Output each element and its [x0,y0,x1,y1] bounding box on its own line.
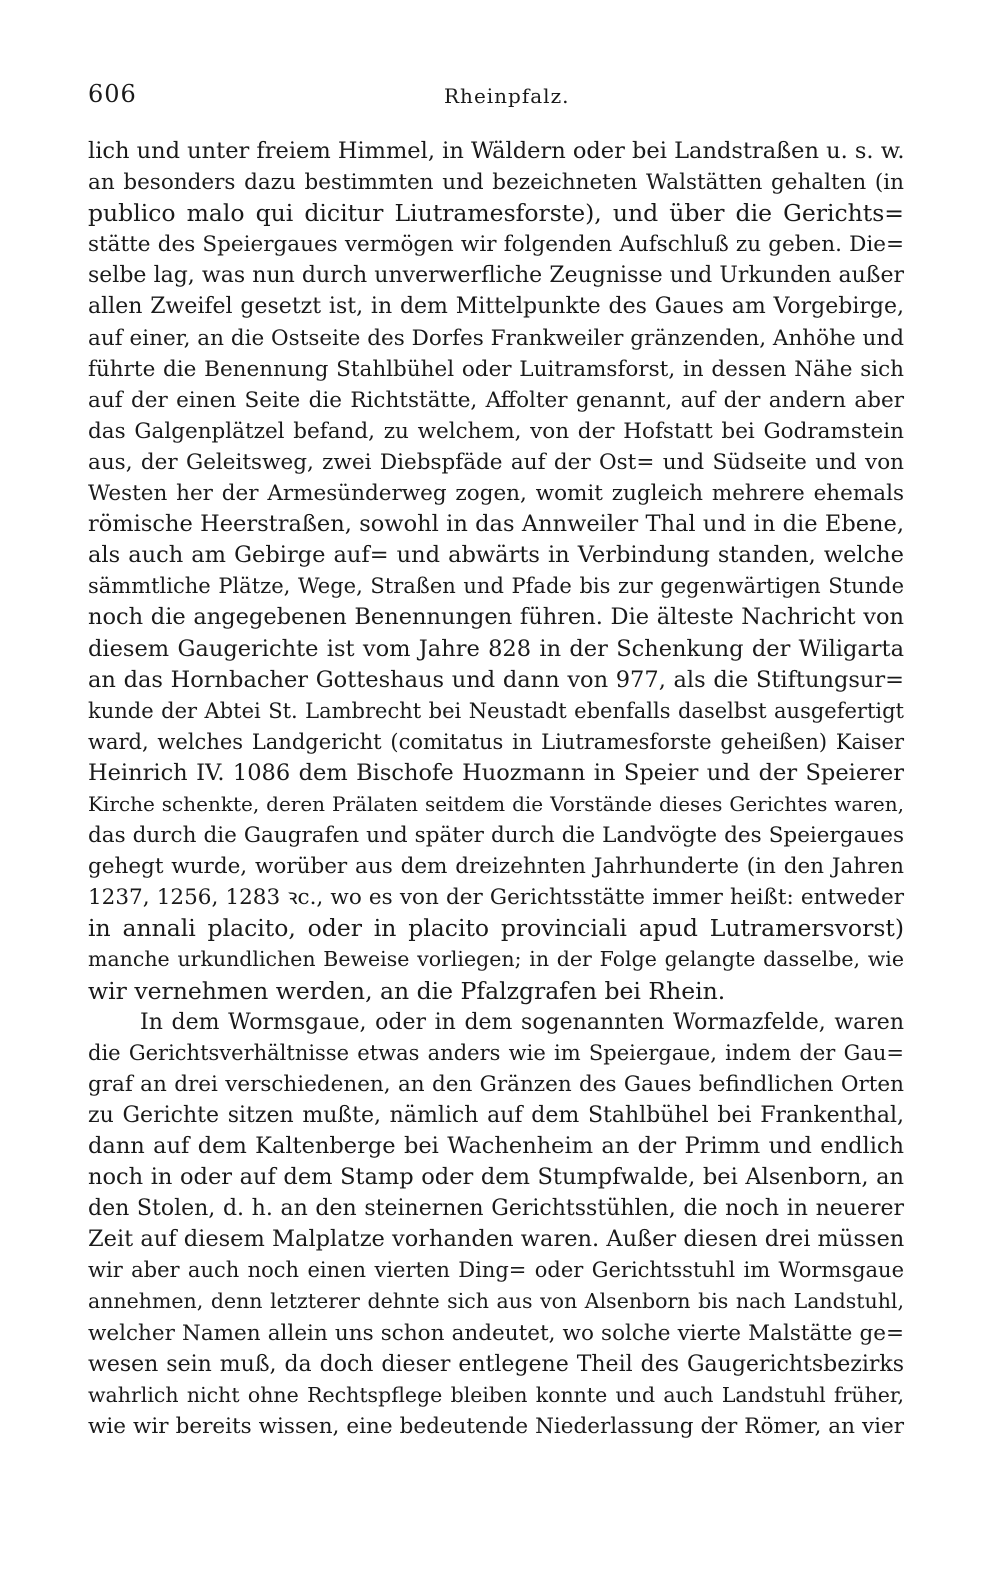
text-line: allen Zweifel gesetzt ist, in dem Mittelpunkte des Gaues am Vorgebirge, [88,294,904,320]
text-line: auf der einen Seite die Richtstätte, Affolter genannt, auf der andern aber [88,387,904,413]
text-line: sämmtliche Plätze, Wege, Straßen und Pfade bis zur gegenwärtigen Stunde [88,574,904,599]
text-line: lich und unter freiem Himmel, in Wäldern oder bei Landstraßen u. s. w. [88,138,905,164]
text-line: ward, welches Landgericht (comitatus in Liutramesforste geheißen) Kaiser [88,729,904,754]
text-line: publico malo qui dicitur Liutramesforste), und über die Gerichts= [88,199,904,228]
paragraph-2 [88,1007,904,1442]
text-line: wesen sein muß, da doch dieser entlegene Theil des Gaugerichtsbezirks [88,1351,904,1377]
text-line: das durch die Gaugrafen und später durch die Landvögte des Speiergaues [88,823,904,849]
text-line: welcher Namen allein uns schon andeutet, wo solche vierte Malstätte ge= [88,1320,904,1346]
text-line: wie wir bereits wissen, eine bedeutende Niederlassung der Römer, an vier [88,1413,904,1439]
text-line: annehmen, denn letzterer dehnte sich aus von Alsenborn bis nach Landstuhl, [88,1289,904,1314]
text-line: das Galgenplätzel befand, zu welchem, von der Hofstatt bei Godramstein [88,418,904,444]
text-line: diesem Gaugerichte ist vom Jahre 828 in der Schenkung der Wiligarta [88,635,904,662]
running-head: Rheinpfalz. [444,84,570,108]
text-line: selbe lag, was nun durch unverwerfliche Zeugnisse und Urkunden außer [88,263,904,289]
text-line: wahrlich nicht ohne Rechtspflege bleiben konnte und auch Landstuhl früher, [88,1382,904,1407]
page-header [88,80,908,120]
text-line: kunde der Abtei St. Lambrecht bei Neustadt ebenfalls daselbst ausgefertigt [88,698,904,723]
text-line: aus, der Geleitsweg, zwei Diebspfäde auf der Ost= und Südseite und von [88,449,904,475]
text-line: graf an drei verschiedenen, an den Gränzen des Gaues befindlichen Orten [88,1071,904,1097]
text-line: auf einer, an die Ostseite des Dorfes Frankweiler gränzenden, Anhöhe und [88,325,904,351]
text-line: zu Gerichte sitzen mußte, nämlich auf dem Stahlbühel bei Frankenthal, [88,1102,904,1128]
text-line: Zeit auf diesem Malplatze vorhanden waren. Außer diesen drei müssen [88,1226,905,1253]
text-line: römische Heerstraßen, sowohl in das Annweiler Thal und in die Ebene, [88,511,904,538]
page-number: 606 [88,80,137,108]
text-line: die Gerichtsverhältnisse etwas anders wie im Speiergaue, indem der Gau= [88,1040,904,1065]
text-line: noch die angegebenen Benennungen führen. Die älteste Nachricht von [88,604,904,631]
body-text [88,136,904,1442]
paragraph-1 [88,136,904,1007]
text-line: noch in oder auf dem Stamp oder dem Stumpfwalde, bei Alsenborn, an [88,1164,904,1191]
text-line: manche urkundlichen Beweise vorliegen; in der Folge gelangte dasselbe, wie [88,947,904,972]
text-line: Kirche schenkte, deren Prälaten seitdem die Vorstände dieses Gerichtes waren, [88,791,904,816]
text-line: gehegt wurde, worüber aus dem dreizehnten Jahrhunderte (in den Jahren [88,854,904,880]
text-line: führte die Benennung Stahlbühel oder Luitramsforst, in dessen Nähe sich [88,356,904,382]
text-line: dann auf dem Kaltenberge bei Wachenheim an der Primm und endlich [88,1133,904,1159]
text-line: an besonders dazu bestimmten und bezeichneten Walstätten gehalten (in [88,170,904,196]
text-line: an das Hornbacher Gotteshaus und dann von 977, als die Stiftungsur= [88,666,904,693]
text-line: 1237, 1256, 1283 ꝛc., wo es von der Gerichtsstätte immer heißt: entweder [88,885,904,911]
text-line: wir vernehmen werden, an die Pfalzgrafen bei Rhein. [88,976,726,1005]
text-line: den Stolen, d. h. an den steinernen Gerichtsstühlen, die noch in neuerer [88,1196,904,1222]
text-line: In dem Wormsgaue, oder in dem sogenannten Wormazfelde, waren [140,1009,904,1035]
text-line: in annali placito, oder in placito provinciali apud Lutramersvorst) [88,914,904,943]
text-line: wir aber auch noch einen vierten Ding= oder Gerichtsstuhl im Wormsgaue [88,1258,904,1283]
text-line: Westen her der Armesünderweg zogen, womit zugleich mehrere ehemals [88,481,904,507]
text-line: Heinrich IV. 1086 dem Bischofe Huozmann in Speier und der Speierer [88,759,904,786]
text-line: als auch am Gebirge auf= und abwärts in Verbindung standen, welche [88,542,904,569]
text-line: stätte des Speiergaues vermögen wir folgenden Aufschluß zu geben. Die= [88,232,904,258]
